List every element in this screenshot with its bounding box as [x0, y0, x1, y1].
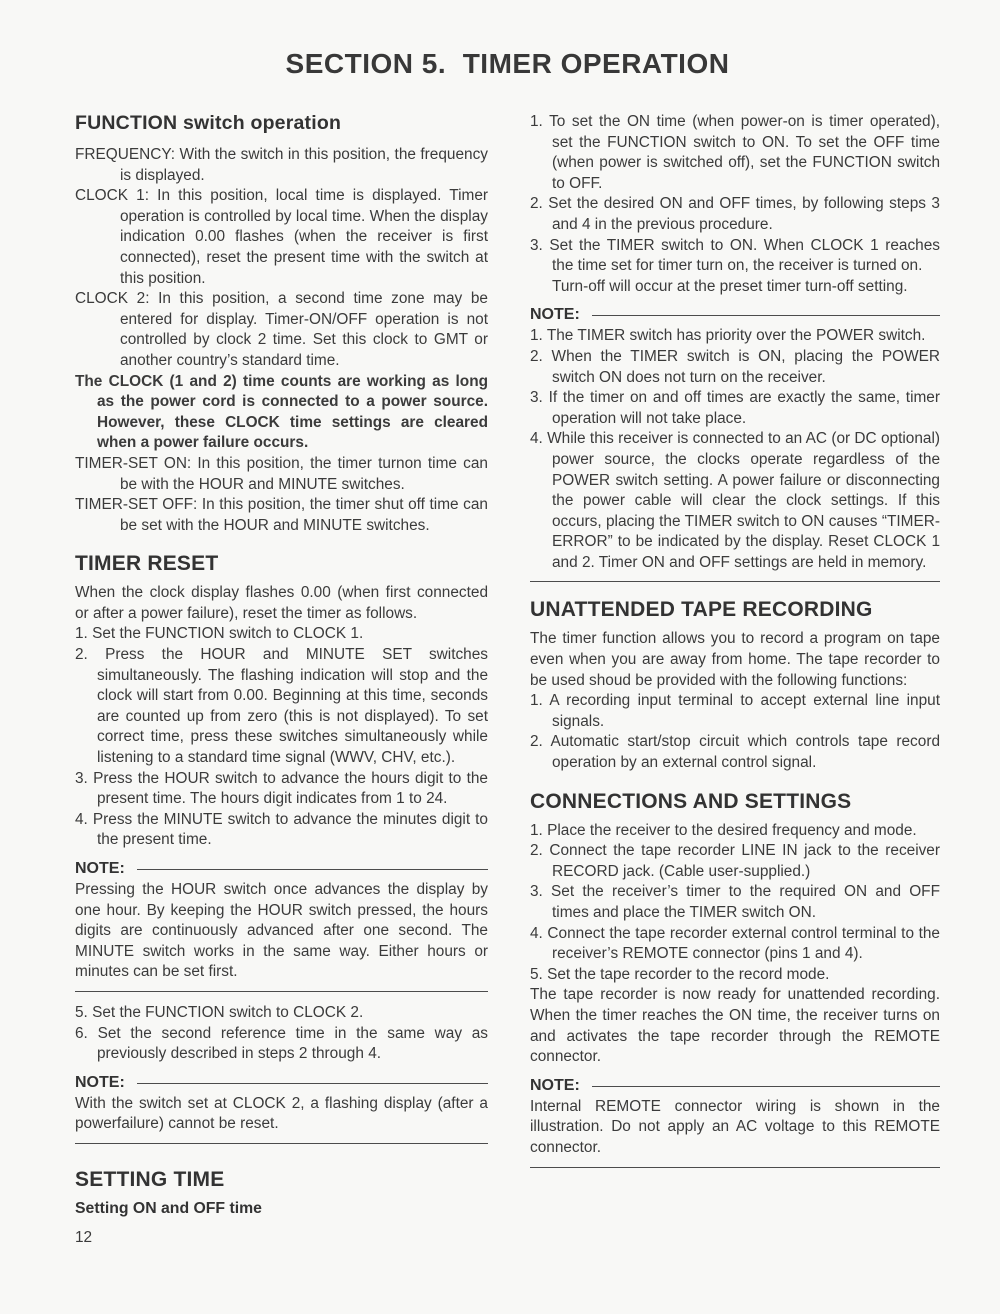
list-item-unattended-2: 2. Automatic start/stop circuit which controls tape record operation by an external control signal. [530, 733, 940, 772]
note-heading-left-1 [75, 860, 488, 878]
para-turn-off-continuation: Turn-off will occur at the preset timer turn-off setting. [552, 277, 908, 295]
para-clock2: CLOCK 2: In this position, a second time zone may be entered for display. Timer-ON/OFF operation is not controlled by clock 2 time. Set this clock to GMT or another country’s standard time. [75, 290, 488, 369]
list-item-connections-5: 5. Set the tape recorder to the record mode. [530, 965, 830, 983]
note-label: NOTE: [530, 306, 580, 324]
page-number: 12 [75, 1228, 93, 1246]
heading-setting-time: SETTING TIME [75, 1167, 225, 1191]
list-item-step6: 6. Set the second reference time in the same way as previously described in steps 2 through 4. [75, 1024, 488, 1063]
note-label: NOTE: [530, 1076, 580, 1094]
subheading-setting-on-off-time: Setting ON and OFF time [75, 1199, 262, 1217]
heading-timer-reset: TIMER RESET [75, 552, 219, 576]
note-heading-right-2 [530, 1077, 940, 1095]
list-item-on-off-2: 2. Set the desired ON and OFF times, by following steps 3 and 4 in the previous procedure. [530, 195, 940, 233]
divider-line [75, 991, 488, 992]
heading-function-switch-operation: FUNCTION switch operation [75, 112, 342, 134]
para-note-right-2: Internal REMOTE connector wiring is shown in the illustration. Do not apply an AC voltage to this REMOTE connector. [530, 1097, 940, 1156]
list-item-step1: 1. Set the FUNCTION switch to CLOCK 1. [75, 625, 364, 643]
para-connections-outro: The tape recorder is now ready for unattended recording. When the timer reaches the ON time, the receiver turns on and activates the tape recorder through the REMOTE connector. [530, 986, 940, 1066]
right-column [530, 112, 940, 1248]
para-timer-set-on: TIMER-SET ON: In this position, the timer turnon time can be with the HOUR and MINUTE switches. [75, 454, 488, 493]
list-item-on-off-1: 1. To set the ON time (when power-on is timer operated), set the FUNCTION switch to ON. To set the OFF time (when power is switched off), set the FUNCTION switch to OFF. [530, 113, 940, 192]
para-clock1: CLOCK 1: In this position, local time is displayed. Timer operation is controlled by local time. When the display indication 0.00 flashes (when the receiver is first connected), reset the present time with the switch at this position. [75, 187, 488, 287]
two-column-layout [75, 112, 940, 1248]
page-title: SECTION 5. TIMER OPERATION [285, 48, 730, 79]
para-note-left-2: With the switch set at CLOCK 2, a flashing display (after a powerfailure) cannot be reset. [75, 1094, 488, 1133]
note-rule-line [137, 869, 488, 870]
note-rule-line [592, 1086, 940, 1087]
list-item-connections-2: 2. Connect the tape recorder LINE IN jack to the receiver RECORD jack. (Cable user-supplied.) [530, 842, 940, 880]
divider-line [75, 1143, 488, 1144]
note-heading-right-1 [530, 306, 940, 324]
divider-line [530, 1167, 940, 1168]
list-item-connections-1: 1. Place the receiver to the desired frequency and mode. [530, 821, 917, 839]
list-item-step2: 2. Press the HOUR and MINUTE SET switches simultaneously. The flashing indication will stop and the clock will start from 0.00. Beginning at this time, seconds are counted up from zero (this is not displayed). To set correct time, press these switches simultaneously while listening to a standard time signal (WWV, CHV, etc.). [75, 646, 488, 767]
list-item-on-off-3: 3. Set the TIMER switch to ON. When CLOCK 1 reaches the time set for timer turn on, the receiver is turned on. [530, 236, 940, 275]
heading-unattended-tape-recording: UNATTENDED TAPE RECORDING [530, 598, 873, 622]
left-column [75, 112, 488, 1248]
para-note-left-1: Pressing the HOUR switch once advances the display by one hour. By keeping the HOUR switch pressed, the hours digits are continuously advanced after one second. The MINUTE switch works in the same way. Either hours or minutes can be set first. [75, 881, 488, 981]
list-item-step5: 5. Set the FUNCTION switch to CLOCK 2. [75, 1003, 364, 1021]
note-rule-line [592, 315, 940, 316]
note-rule-line [137, 1083, 488, 1084]
list-item-connections-4: 4. Connect the tape recorder external control terminal to the receiver’s REMOTE connector (pins 1 and 4). [530, 924, 940, 963]
para-timer-reset-intro: When the clock display flashes 0.00 (when first connected or after a power failure), reset the timer as follows. [75, 584, 488, 622]
para-unattended-intro: The timer function allows you to record a program on tape even when you are away from home. The tape recorder to be used shoud be provided with the following functions: [530, 630, 940, 689]
para-clock-bold-note: The CLOCK (1 and 2) time counts are working as long as the power cord is connected to a power source. However, these CLOCK time settings are cleared when a power failure occurs. [75, 372, 488, 452]
note-list-item-2: 2. When the TIMER switch is ON, placing the POWER switch ON does not turn on the receiver. [530, 347, 940, 386]
note-list-item-4: 4. While this receiver is connected to an AC (or DC optional) power source, the clocks operate regardless of the POWER switch setting. A power failure or disconnecting the power cable will clear the clock settings. If this occurs, placing the TIMER switch to ON causes “TIMER-ERROR” to be indicated by the display. Reset CLOCK 1 and 2. Timer ON and OFF settings are held in memory. [530, 430, 940, 571]
note-list-item-1: 1. The TIMER switch has priority over the POWER switch. [530, 327, 926, 345]
list-item-step4: 4. Press the MINUTE switch to advance the minutes digit to the present time. [75, 810, 488, 849]
para-timer-set-off: TIMER-SET OFF: In this position, the timer shut off time can be set with the HOUR and MINUTE switches. [75, 496, 488, 534]
divider-line [530, 581, 940, 582]
note-list-item-3: 3. If the timer on and off times are exactly the same, timer operation will not take place. [530, 389, 940, 427]
list-item-unattended-1: 1. A recording input terminal to accept external line input signals. [530, 692, 940, 730]
note-label: NOTE: [75, 1073, 125, 1091]
para-frequency: FREQUENCY: With the switch in this position, the frequency is displayed. [75, 146, 488, 184]
note-heading-left-2 [75, 1074, 488, 1092]
heading-connections-and-settings: CONNECTIONS AND SETTINGS [530, 789, 852, 813]
note-label: NOTE: [75, 860, 125, 877]
list-item-connections-3: 3. Set the receiver’s timer to the required ON and OFF times and place the TIMER switch ON. [530, 883, 940, 921]
list-item-step3: 3. Press the HOUR switch to advance the hours digit to the present time. The hours digit indicates from 1 to 24. [75, 769, 488, 808]
